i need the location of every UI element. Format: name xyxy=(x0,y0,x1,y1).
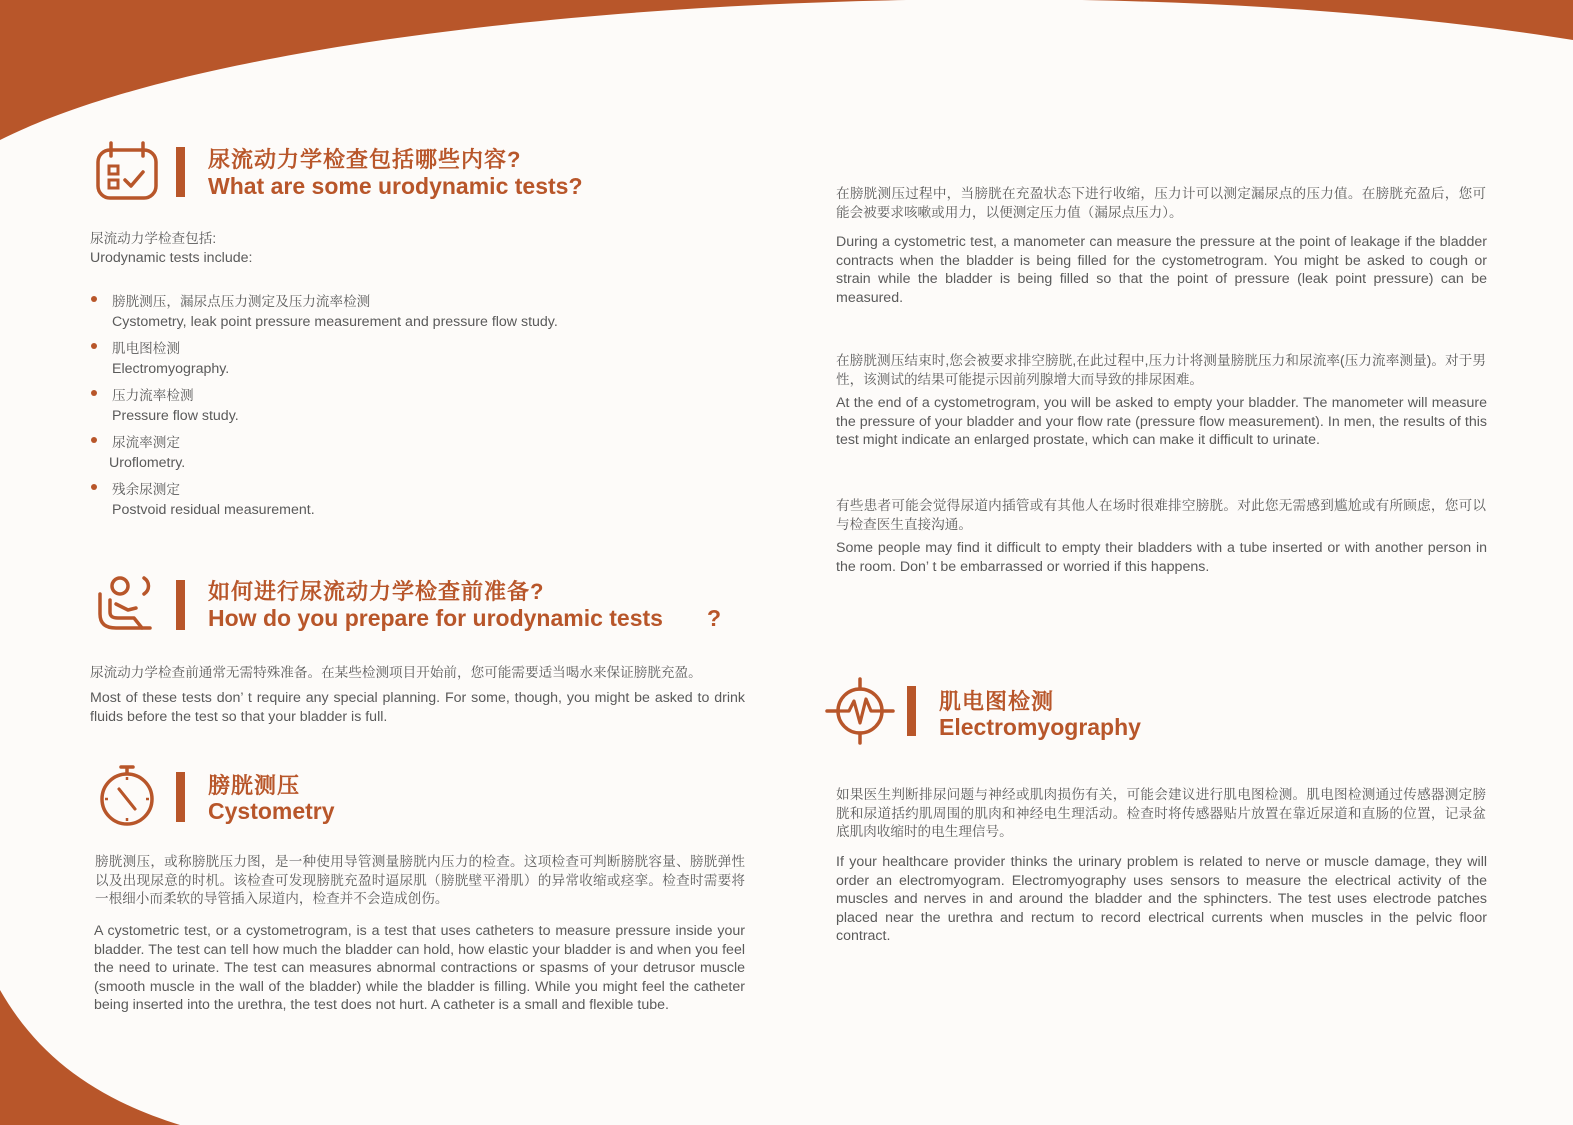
right-p2-cn: 在膀胱测压结束时,您会被要求排空膀胱,在此过程中,压力计将测量膀胱压力和尿流率(压力流率测量)。对于男性，该测试的结果可能提示因前列腺增大而导致的排尿困难。 xyxy=(836,353,1486,387)
heading-bar xyxy=(176,772,185,822)
section-title-cn: 膀胱测压 xyxy=(208,773,301,798)
intro-cn: 尿流动力学检查包括: xyxy=(90,231,217,246)
section-title-cn: 肌电图检测 xyxy=(939,689,1055,714)
emg-body-cn: 如果医生判断排尿问题与神经或肌肉损伤有关，可能会建议进行肌电图检测。肌电图检测通过传感器测定膀胱和尿道括约肌周围的肌肉和神经电生理活动。检查时将传感器贴片放置在靠近尿道和直肠的位置，记录盆底肌肉收缩时的电生理信号。 xyxy=(836,787,1486,839)
list-bullet xyxy=(91,437,97,443)
heading-bar xyxy=(907,686,916,736)
heartbeat-target-icon xyxy=(825,677,895,745)
section-title-cn: 尿流动力学检查包括哪些内容? xyxy=(208,147,522,172)
calendar-check-icon xyxy=(93,138,161,204)
list-bullet xyxy=(91,484,97,490)
emg-body-en: If your healthcare provider thinks the urinary problem is related to nerve or muscle damage, they will order an electromyogram. Electromyography uses sensors to measure the electrical activity of the muscles and nerves in and around the bladder and the sphincters. The test uses electrode patches placed near the urethra and rectum to record electrical currents when muscles in the pelvic floor contract. xyxy=(836,854,1487,944)
list-item-en: Pressure flow study. xyxy=(112,408,239,424)
heading-bar xyxy=(176,147,185,197)
intro-en: Urodynamic tests include: xyxy=(90,250,253,266)
list-item-en: Cystometry, leak point pressure measurement and pressure flow study. xyxy=(112,314,558,330)
list-bullet xyxy=(91,343,97,349)
list-item-cn: 残余尿测定 xyxy=(112,482,180,497)
section-title-en: What are some urodynamic tests? xyxy=(208,173,583,199)
right-p2-en: At the end of a cystometrogram, you will be asked to empty your bladder. The manometer will measure the pressure of your bladder and your flow rate (pressure flow measurement). In men, the results of this test might indicate an enlarged prostate, which can make it difficult to urinate. xyxy=(836,395,1487,448)
list-item-cn: 肌电图检测 xyxy=(112,341,180,356)
right-p3-en: Some people may find it difficult to empty their bladders with a tube inserted or with another person in the room. Don’ t be embarrassed or worried if this happens. xyxy=(836,540,1487,575)
heading-bar xyxy=(176,580,185,630)
list-item-cn: 压力流率检测 xyxy=(112,388,194,403)
section-title-en: Cystometry xyxy=(208,798,335,824)
list-item-cn: 膀胱测压，漏尿点压力测定及压力流率检测 xyxy=(112,294,371,309)
person-in-chair-icon xyxy=(94,572,160,634)
list-bullet xyxy=(91,390,97,396)
list-item-en: Uroflometry. xyxy=(109,455,186,471)
right-p1-en: During a cystometric test, a manometer can measure the pressure at the point of leakage if the bladder contracts when the bladder is being filled for the cystometrogram. You might be asked to cough or strain while the bladder is being filled so that the point of pressure (leak point pressure) can be measured. xyxy=(836,234,1487,306)
right-p3-cn: 有些患者可能会觉得尿道内插管或有其他人在场时很难排空膀胱。对此您无需感到尴尬或有所顾虑，您可以与检查医生直接沟通。 xyxy=(836,498,1486,532)
section-title-en: How do you prepare for urodynamic tests xyxy=(208,605,663,631)
cystometry-body-en: A cystometric test, or a cystometrogram, is a test that uses catheters to measure pressure inside your bladder. The test can tell how much the bladder can hold, how elastic your bladder is and when you feel the need to urinate. The test can measures abnormal contractions or spasms of your detrusor muscle (smooth muscle in the wall of the bladder) while the bladder is filling. While you might feel the catheter being inserted into the urethra, the test does not hurt. A catheter is a small and flexible tube. xyxy=(94,923,745,1013)
stopwatch-icon xyxy=(97,763,157,827)
prepare-body-cn: 尿流动力学检查前通常无需特殊准备。在某些检测项目开始前，您可能需要适当喝水来保证膀胱充盈。 xyxy=(90,665,702,680)
list-item-cn: 尿流率测定 xyxy=(112,435,180,450)
section-title-cn: 如何进行尿流动力学检查前准备? xyxy=(208,579,545,604)
list-bullet xyxy=(91,296,97,302)
section-title-en: Electromyography xyxy=(939,714,1141,740)
list-item-en: Postvoid residual measurement. xyxy=(112,502,315,518)
prepare-body-en: Most of these tests don’ t require any special planning. For some, though, you might be asked to drink fluids before the test so that your bladder is full. xyxy=(90,690,745,725)
top-swoosh xyxy=(0,0,1573,140)
cystometry-body-cn: 膀胱测压，或称膀胱压力图，是一种使用导管测量膀胱内压力的检查。这项检查可判断膀胱容量、膀胱弹性以及出现尿意的时机。该检查可发现膀胱充盈时逼尿肌（膀胱壁平滑肌）的异常收缩或痉挛。检查时需要将一根细小而柔软的导管插入尿道内，检查并不会造成创伤。 xyxy=(95,854,745,906)
right-p1-cn: 在膀胱测压过程中，当膀胱在充盈状态下进行收缩，压力计可以测定漏尿点的压力值。在膀胱充盈后，您可能会被要求咳嗽或用力，以便测定压力值（漏尿点压力）。 xyxy=(836,186,1486,220)
list-item-en: Electromyography. xyxy=(112,361,230,377)
section-title-en-question: ? xyxy=(707,605,722,631)
